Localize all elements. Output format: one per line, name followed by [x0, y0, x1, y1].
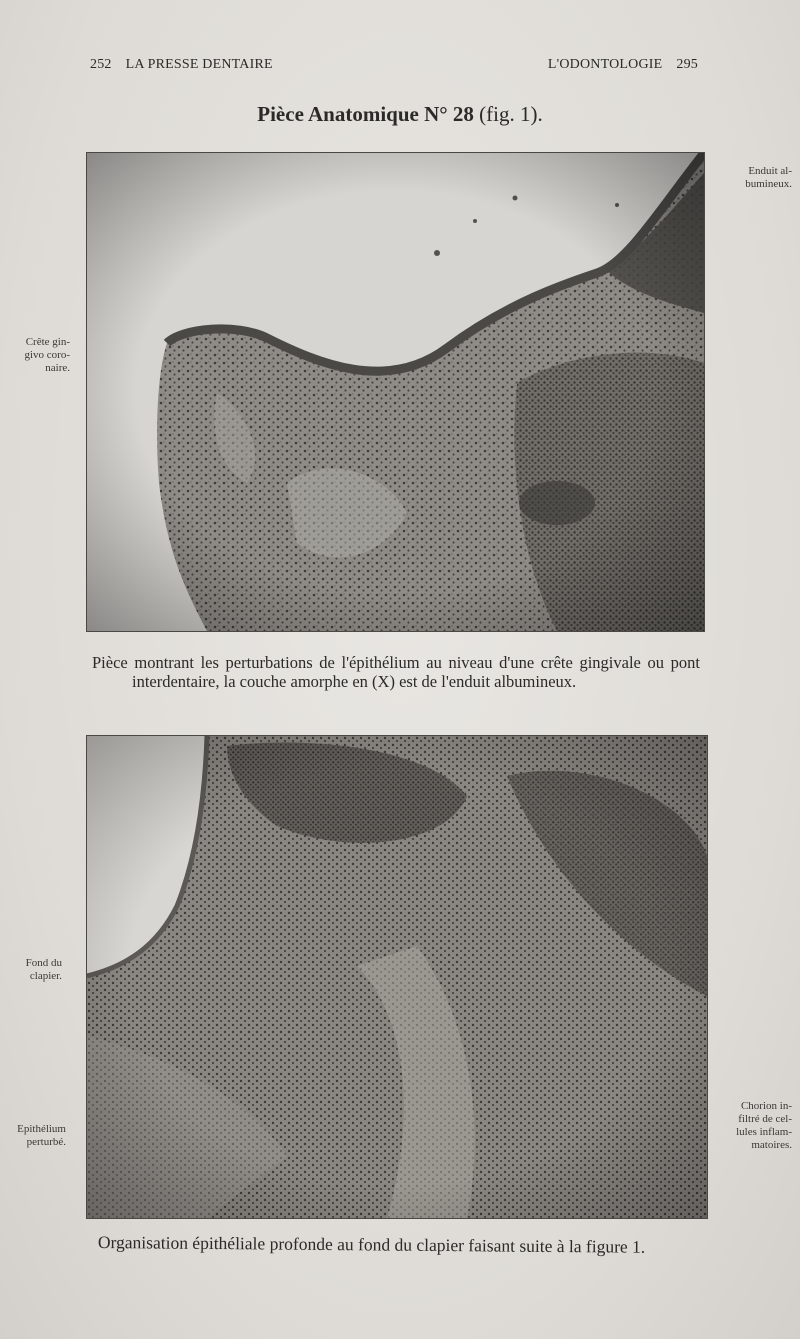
- label-chorion-infiltre: Chorion in- filtré de cel- lules inflam- matoires.: [736, 1100, 792, 1151]
- label-crete-gingivo-coronaire: Crête gin- givo coro- naire.: [24, 336, 70, 374]
- running-head-left: [90, 57, 273, 73]
- plate-title-main: Pièce Anatomique N° 28: [257, 102, 474, 126]
- micrograph-1: [87, 153, 704, 631]
- plate-title: [0, 102, 800, 127]
- micrograph-2: [87, 736, 707, 1218]
- label-epithelium-perturbe: Epithélium perturbé.: [17, 1123, 66, 1148]
- label-fond-du-clapier: Fond du clapier.: [25, 957, 62, 982]
- left-journal-title: LA PRESSE DENTAIRE: [125, 57, 273, 72]
- label-enduit-albumineux: Enduit al- bumineux.: [745, 165, 792, 190]
- left-page-number: 252: [90, 57, 112, 72]
- figure-1-caption: Pièce montrant les perturbations de l'épithélium au niveau d'une crête gingivale ou pont interdentaire, la couche amorphe en (X) est de l'enduit albumineux.: [92, 653, 700, 691]
- right-journal-title: L'ODONTOLOGIE: [547, 57, 663, 72]
- plate-title-figure-ref: (fig. 1).: [473, 102, 543, 126]
- running-head-right: [548, 57, 698, 73]
- right-page-number: 295: [676, 57, 698, 72]
- figure-2-caption: Organisation épithéliale profonde au fond du clapier faisant suite à la figure 1.: [97, 1232, 646, 1257]
